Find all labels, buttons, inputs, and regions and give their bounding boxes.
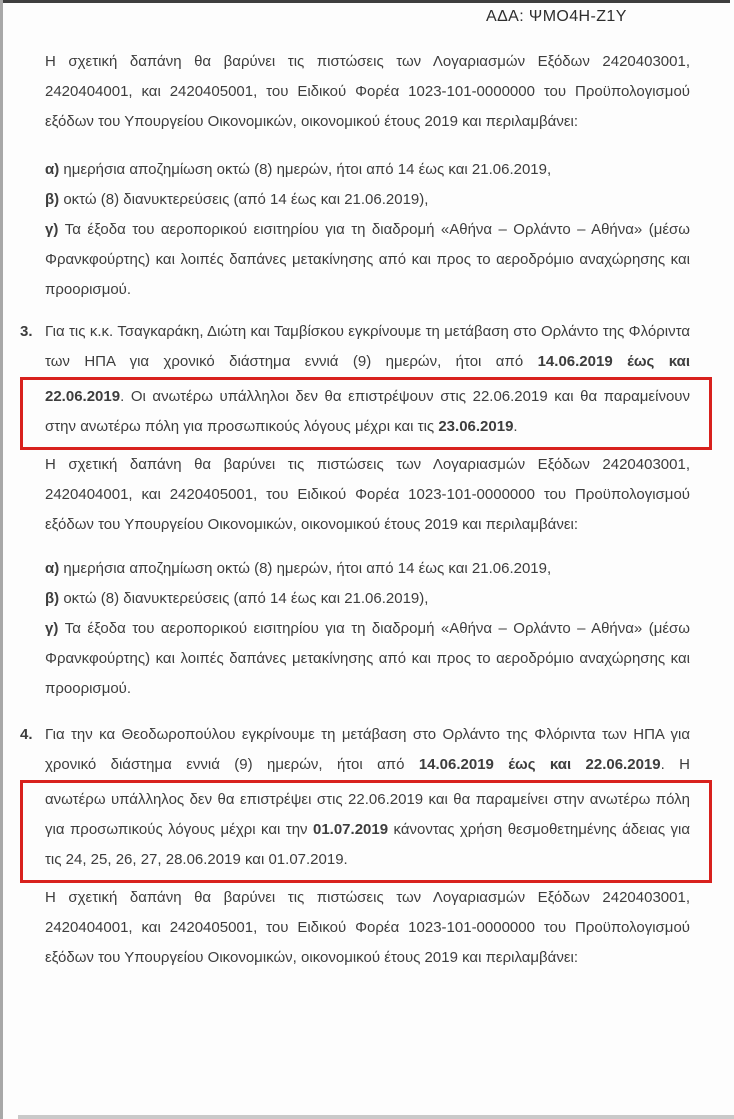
list-item-alpha: α) ημερήσια αποζημίωση οκτώ (8) ημερών, ήτοι από 14 έως και 21.06.2019, xyxy=(45,161,552,178)
item-3-text: Για τις κ.κ. Τσαγκαράκη, Διώτη και Ταμβίσκου εγκρίνουμε τη μετάβαση στο Ορλάντο της Φλόριντα των ΗΠΑ για χρονικό διάστημα εννιά (9) ημερών, ήτοι από 14.06.2019 έως και xyxy=(45,323,690,370)
item-4-highlighted-text: ανωτέρω υπάλληλος δεν θα επιστρέψει στις 22.06.2019 και θα παραμείνει στην ανωτέρω πόλη για προσωπικούς λόγους μέχρι και την 01.07.2019 κάνοντας χρήση θεσμοθετημένης άδειας για τις 24, 25, 26, 27, 28.06.2019 και 01.07.2019. xyxy=(45,791,691,868)
list-item-beta: β) οκτώ (8) διανυκτερεύσεις (από 14 έως και 21.06.2019), xyxy=(45,191,429,208)
list-item-gamma: γ) Τα έξοδα του αεροπορικού εισιτηρίου για τη διαδρομή «Αθήνα – Ορλάντο – Αθήνα» (μέσω Φρανκφούρτης) και λοιπές δαπάνες μετακίνησης από και προς το αεροδρόμιο αναχώρησης και προορισμού. xyxy=(45,221,691,298)
expense-items-list-1 xyxy=(45,155,690,305)
item-4-number: 4. xyxy=(20,726,33,743)
list-item-beta: β) οκτώ (8) διανυκτερεύσεις (από 14 έως και 21.06.2019), xyxy=(45,590,429,607)
expense-items-list-2 xyxy=(45,554,690,704)
item-3-number: 3. xyxy=(20,323,33,340)
decision-item-3 xyxy=(20,317,690,450)
item-4-text: Για την κα Θεοδωροπούλου εγκρίνουμε τη μετάβαση στο Ορλάντο της Φλόριντα των ΗΠΑ για χρονικό διάστημα εννιά (9) ημερών, ήτοι από 14.06.2019 έως και 22.06.2019. Η xyxy=(45,726,690,773)
decision-item-4 xyxy=(20,720,691,883)
expense-paragraph-2: Η σχετική δαπάνη θα βαρύνει τις πιστώσεις των Λογαριασμών Εξόδων 2420403001, 2420404001, και 2420405001, του Ειδικού Φορέα 1023-101-0000000 του Προϋπολογισμού εξόδων του Υπουργείου Οικονομικών, οικονομικού έτους 2019 και περιλαμβάνει: xyxy=(45,456,690,533)
highlight-box-1 xyxy=(20,377,712,450)
ada-code: ΑΔΑ: ΨΜΟ4Η-Ζ1Υ xyxy=(486,8,627,25)
expense-paragraph-3: Η σχετική δαπάνη θα βαρύνει τις πιστώσεις των Λογαριασμών Εξόδων 2420403001, 2420404001, και 2420405001, του Ειδικού Φορέα 1023-101-0000000 του Προϋπολογισμού εξόδων του Υπουργείου Οικονομικών, οικονομικού έτους 2019 και περιλαμβάνει: xyxy=(45,889,690,966)
item-3-highlighted-text: 22.06.2019. Οι ανωτέρω υπάλληλοι δεν θα επιστρέψουν στις 22.06.2019 και θα παραμείνουν στην ανωτέρω πόλη για προσωπικούς λόγους μέχρι και τις 23.06.2019. xyxy=(45,388,690,435)
list-item-alpha: α) ημερήσια αποζημίωση οκτώ (8) ημερών, ήτοι από 14 έως και 21.06.2019, xyxy=(45,560,552,577)
scan-bottom-edge xyxy=(18,1115,734,1119)
list-item-gamma: γ) Τα έξοδα του αεροπορικού εισιτηρίου για τη διαδρομή «Αθήνα – Ορλάντο – Αθήνα» (μέσω Φρανκφούρτης) και λοιπές δαπάνες μετακίνησης από και προς το αεροδρόμιο αναχώρησης και προορισμού. xyxy=(45,620,691,697)
expense-paragraph-1: Η σχετική δαπάνη θα βαρύνει τις πιστώσεις των Λογαριασμών Εξόδων 2420403001, 2420404001, και 2420405001, του Ειδικού Φορέα 1023-101-0000000 του Προϋπολογισμού εξόδων του Υπουργείου Οικονομικών, οικονομικού έτους 2019 και περιλαμβάνει: xyxy=(45,53,690,130)
highlight-box-2 xyxy=(20,780,712,883)
